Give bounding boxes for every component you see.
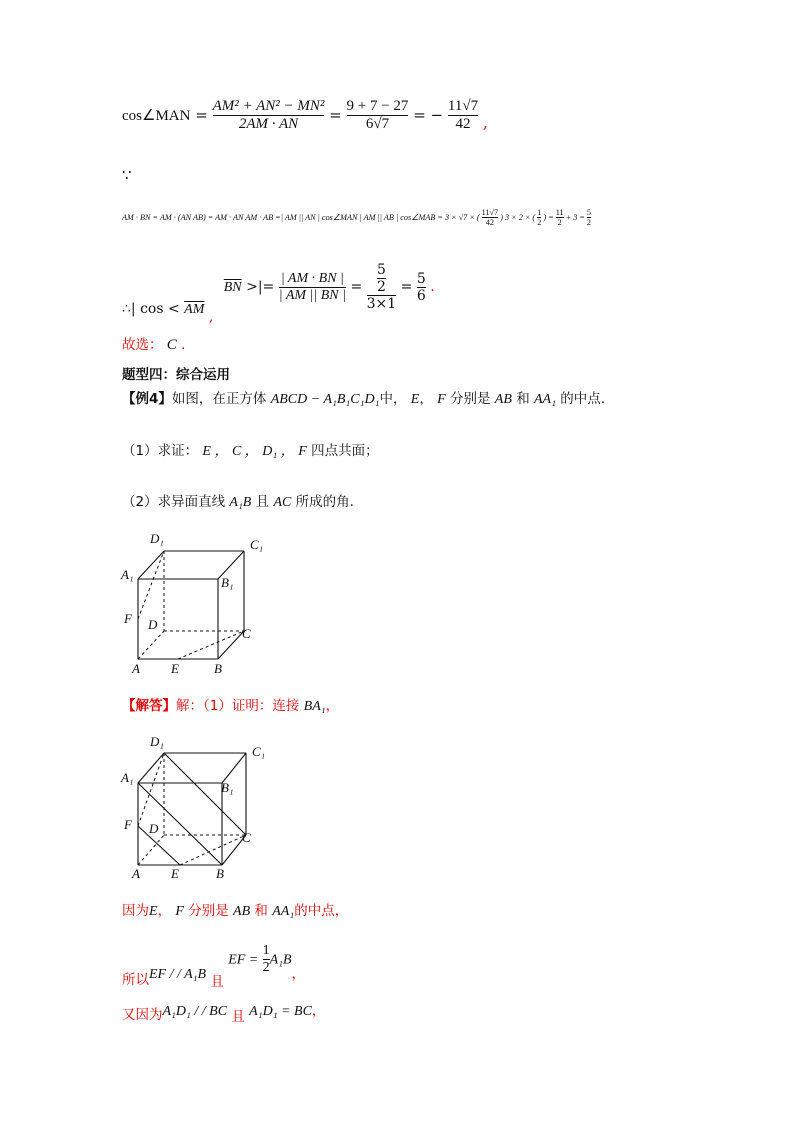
red-period: . [430,279,435,296]
answer-line [122,333,185,354]
label-b: B [216,866,224,880]
select-label: 故选： [122,337,163,353]
vector-dot-product-line [122,208,591,228]
fraction-den: 42 [448,115,478,133]
point-f: F [175,904,184,919]
frac-compound [367,262,397,312]
fraction-den: 2 [262,960,270,976]
equality: A₁D₁ = BC [249,1004,312,1019]
fraction-num: 11√7 [481,208,499,217]
label-b1: B₁ [221,780,234,795]
question-text: 四点共面； [311,443,379,459]
label-a: A [132,661,140,676]
example-tag: 【例4】 [122,391,172,407]
fraction-num: | AM · BN | [280,270,344,286]
red-comma: , [482,112,488,132]
solution-tag: 【解答】 [122,698,176,714]
label-c1: C₁ [250,537,264,552]
segment-aa1: AA₁ [272,904,295,919]
point-f: F [437,392,446,407]
segment-ab: AB [233,904,251,919]
example-text: 中， [379,391,407,407]
fraction-num: 1 [537,208,542,217]
dot-part-2: ) 3 × 2 × ( [500,212,536,222]
abs-open: >|= [246,279,275,296]
red-comma: , [208,309,214,326]
label-c: C [242,830,251,845]
point-e: E [410,392,420,407]
label-b: B [214,661,222,676]
segment-aa1: AA₁ [534,392,556,407]
fraction-den: 2 [376,279,386,296]
separator: ， [419,391,433,407]
dot-frac-3 [556,208,564,228]
step-text: 的中点， [294,903,349,919]
step-text: 又因为 [122,1007,163,1023]
dot-frac-4 [587,208,591,228]
segment-a1b: A₁B [269,952,292,968]
fraction-num: 5 [376,262,386,278]
fraction-den: 2 [586,218,592,228]
example-text: 如图，在正方体 [171,391,267,407]
label-d1: D₁ [150,734,164,749]
label-f: F [124,611,132,626]
dot-part-3: ) = [543,212,554,222]
label-c: C [242,626,251,641]
label-c1: C₁ [252,744,266,759]
solution-step-2 [122,943,306,990]
step-text: 分别是 [188,903,229,919]
vector-bn: $\overline{BN}$ [223,280,242,296]
cube-figure-2 [118,730,278,880]
cos-man-lhs: cos∠MAN [122,107,191,124]
line-a1b: A₁B [229,495,252,510]
step-text: ， [291,965,306,982]
label-a1: A₁ [121,567,134,582]
therefore-cos: ∴| cos < [122,301,180,318]
cos-man-equation: cos∠MAN = $\frac{\text{AM² + AN² − MN²}}{2AM \cdot AN}$ = $\frac{9 + 7 - 27}{6√7}$ = − $\frac{11√7}{42}$ , [122,98,488,133]
label-b1: B₁ [221,575,234,590]
step-text: 且 [231,1009,245,1025]
fraction-den: 6 [416,287,426,304]
select-end: . [181,337,186,353]
question-number: （2）求异面直线 [122,494,226,510]
example-text: 的中点. [560,391,606,407]
fraction-result [448,98,478,134]
fraction-den: 3×1 [366,296,397,313]
frac-one-half [263,943,270,976]
solution-header [122,694,339,715]
fraction-num: 11 [555,208,564,217]
step-text: 且 [210,973,224,990]
separator: ， [157,903,172,919]
fraction-den: 42 [482,217,498,227]
example-4-statement [122,387,605,408]
fraction-den: | AM || BN | [278,287,346,303]
question-number: （1）求证： [122,443,199,459]
solution-step-3 [122,999,326,1025]
question-2 [122,490,354,511]
label-e: E [171,866,179,880]
example-text: 分别是 [450,391,491,407]
equals: = [350,279,363,296]
segment-ab: AB [494,392,512,407]
step-text: ， [311,1003,326,1019]
vector-am: $\overline{AM}$ [184,302,205,318]
points-list: E ， C ， D₁ ， F [202,444,307,459]
dot-frac-1 [482,208,498,228]
solution-text: ， [325,698,340,714]
ef-equals: EF = [228,952,259,968]
question-1 [122,439,379,460]
fraction-num: 9 + 7 − 27 [346,98,409,114]
label-a1: A₁ [121,770,134,785]
fraction-num: 1 [262,943,270,958]
fraction-den: 2AM · AN [213,115,325,133]
fraction-den: 2 [537,218,542,228]
cube-figure-1 [118,530,278,680]
label-f: F [124,817,132,832]
fraction-numeric [347,98,409,134]
example-text: 和 [516,391,530,407]
question-text: 且 [255,494,270,510]
label-d: D [149,821,159,836]
cos-angle-line [122,262,435,326]
fraction-den: 6√7 [347,115,409,133]
frac-dot-over-norms [279,271,346,304]
label-e: E [171,661,179,676]
fraction-num: 11√7 [447,98,479,114]
relation-parallel: EF / / A₁B [149,966,207,982]
dot-part-4: + 3 = [565,212,585,222]
fraction-den: 2 [557,218,562,228]
select-answer: C [166,337,177,353]
because-symbol: ∵ [122,166,132,184]
fraction-law-of-cosines [213,98,325,134]
solution-step-1 [122,899,348,920]
fraction-num: AM² + AN² − MN² [212,98,325,114]
section-title: 题型四：综合运用 [122,367,230,383]
label-d: D [148,617,158,632]
label-d1: D₁ [150,531,164,546]
segment-ba1: BA₁ [303,699,326,714]
dot-frac-2 [537,208,541,228]
solution-text: 解：（1）证明：连接 [176,698,300,714]
line-ac: AC [273,495,292,510]
cube-name: ABCD − A₁B₁C₁D₁ [270,392,380,407]
frac-five-sixths [417,271,426,304]
dot-part-1: AM · BN = AM · (AN AB) = AM · AN AM · AB =| AM || AN | cos∠MAN | AM || AB | cos∠MAB = 3 × √7 × ( [122,212,480,222]
step-text: 所以 [122,971,149,988]
question-text: 所成的角. [295,494,354,510]
frac-five-halves [377,262,386,295]
point-e: E [149,904,158,919]
minus-sign: − [430,105,444,124]
label-a: A [132,866,140,880]
step-text: 因为 [122,903,149,919]
equals: = [400,279,413,296]
step-text: 和 [254,903,268,919]
relation-parallel: A₁D₁ / / BC [162,1004,228,1019]
fraction-num: 5 [586,208,592,217]
fraction-num: 5 [416,270,426,287]
